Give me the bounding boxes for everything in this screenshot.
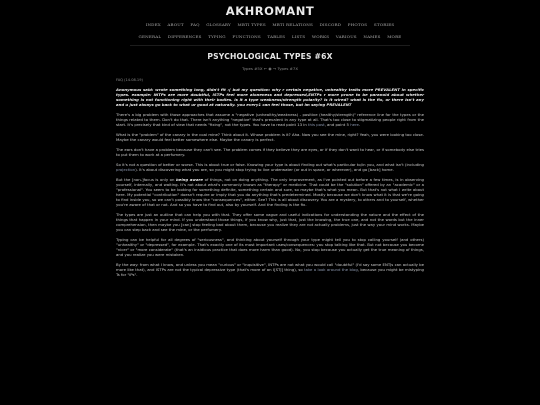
secondary-nav <box>0 34 540 39</box>
nav-stories[interactable]: STORIES <box>373 22 395 27</box>
nav-differences[interactable]: DIFFERENCES <box>167 34 202 39</box>
nav-names[interactable]: NAMES <box>363 34 381 39</box>
nav-glossary[interactable]: GLOSSARY <box>206 22 231 27</box>
projection-link[interactable]: projection <box>116 167 136 172</box>
nav-mbti-relations[interactable]: MBTI RELATIONS <box>272 22 313 27</box>
nav-more[interactable]: MORE <box>387 34 402 39</box>
nav-general[interactable]: GENERAL <box>138 34 162 39</box>
nav-photos[interactable]: PHOTOS <box>347 22 368 27</box>
this-post-link[interactable]: this post <box>308 122 325 127</box>
nav-typing[interactable]: TYPING <box>208 34 226 39</box>
nav-faq[interactable]: FAQ <box>190 22 200 27</box>
paragraph: But the [non-]focus is only on being aware of things, not on doing anything. The only improvement, as I've pointed out before a few times, is in observing yourself, internally, and waiting. It's not about what's commonly known as "therapy" or medicine. That could be the "solution" offered by an "academic" or a "professional". You seem to be looking for something definite, something certain and sure, so maybe that's what you mean. But that's not what I write about here. My potential "contribution" doesn't require or imply that you do anything that's predetermined. Mostly because we don't know what it is that we're going to find inside you, so we can't possibly know the "consequences", either. See? This is all about discovery. You are a mystery, to others and to yourself, whether you're aware of that or not. And so you have to find out, also by yourself. And the finding is the fix. <box>116 177 424 207</box>
nav-index[interactable]: INDEX <box>145 22 161 27</box>
main-nav <box>0 22 540 27</box>
paragraph: So it's not a question of better or worse. This is about true or false. Knowing your type is about finding out what's particular to/in you, and what isn't (including projection). It's about discovering what you are, so you might stop trying to live underwater (or out in space, or wherever), and go [back] home. <box>116 162 424 172</box>
nav-works[interactable]: WORKS <box>311 34 330 39</box>
paragraph: The ears don't have a problem because they can't see. The problem comes if they believe they are eyes, or if they don't want to hear, or if somebody else tries to put them to work at a perfumery. <box>116 147 424 157</box>
nav-tables[interactable]: TABLES <box>267 34 286 39</box>
emphasis: being aware <box>175 177 204 182</box>
paragraph: The types are just an outline that can help you with that. They offer some vague and useful indications for understanding the nature and the effect of the things that happen in your mind. If you understand those things, if you know why, just that, just the knowing, the true one, and not the words but the inner comprehension, then maybe you [can] stop feeling bad about them, because you realize they are not actually problems, just the way your mind works. Maybe you can step back and see the mine, or the perfumery. <box>116 212 424 232</box>
post-nav-arrows: ← ◉ → <box>263 66 277 71</box>
paragraph: By the way: from what I know, and unless you mean "curious" or "inquisitive", INTPs are not what you would call "doubtful" (I'd say some ENTJs can actually be more like that), and ISTPs are not the typical depressive type (that's more of an I[STJ] thing), so take a look around the blog, because you might be mistyping Ts for "iPs". <box>116 262 424 277</box>
post-navigation <box>0 66 540 71</box>
next-post-link[interactable]: Types #7X <box>277 66 299 71</box>
nav-mbti-types[interactable]: MBTI TYPES <box>237 22 266 27</box>
nav-various[interactable]: VARIOUS <box>335 34 357 39</box>
question-text: Anonymous said: wrote something long, didn't fit :( but my question: why r certain negative, unhealthy traits more PREVALENT in specific types. example: INTPs are more doubtful, ISTPs feel more aloneness and depressed,ENTPs r more prone to be paranoid about whether something is not functioning right with their bodies. is it a type weakness/strength polarity? is it wired? what is the fix, or there isn't any and u just always go back to what ur good at naturally. you every1 can feel those, but im saying PREVALENT <box>116 87 424 107</box>
page-title: PSYCHOLOGICAL TYPES #6X <box>207 52 333 61</box>
post-content <box>116 78 424 282</box>
nav-lists[interactable]: LISTS <box>291 34 306 39</box>
nav-about[interactable]: ABOUT <box>167 22 184 27</box>
paragraph: There's a big problem with those approaches that assume a "negative (unhealthy/weakness) - positive (healthy/strength)" reference line for the types or the things related to them. Don't do that. There isn't anything "negative" that's prevalent in any type at all. That's too close to stigmatizing people right from the start. It's precisely that kind of view that needs "fixing", not the types. You have to read point 13 in this post, and point 5 here. <box>116 112 424 127</box>
site-title[interactable]: AKHROMANT <box>225 4 315 18</box>
paragraph: What is the "problem" of the canary in the coal mine? Think about it. Whose problem is it? Aha. Now you see the mine, right? Yeah, you were looking too close. Maybe the canary would feel better somewhere else. Maybe the canary is perfect. <box>116 132 424 142</box>
paragraph: Typing can be helpful for all degrees of "seriousness", and thinking about yourself through your type might tell you to stop calling yourself (and others) "unhealthy" or "depressed", for example. That's exactly one of its most important uses/consequences: you stop talking like that. But not because you become "nicer" or "more considerate" (that's an insidious practice that does more harm than good). No, you stop because you actually get the true meaning of things, and you realize you were mistaken. <box>116 237 424 257</box>
blog-link[interactable]: take a look around the blog <box>304 267 358 272</box>
nav-functions[interactable]: FUNCTIONS <box>232 34 261 39</box>
divider <box>130 45 410 46</box>
here-link[interactable]: here <box>350 122 359 127</box>
prev-post-link[interactable]: Types #5X <box>241 66 263 71</box>
nav-discord[interactable]: DISCORD <box>319 22 342 27</box>
post-meta: FAQ (14.08.19) <box>116 78 143 82</box>
